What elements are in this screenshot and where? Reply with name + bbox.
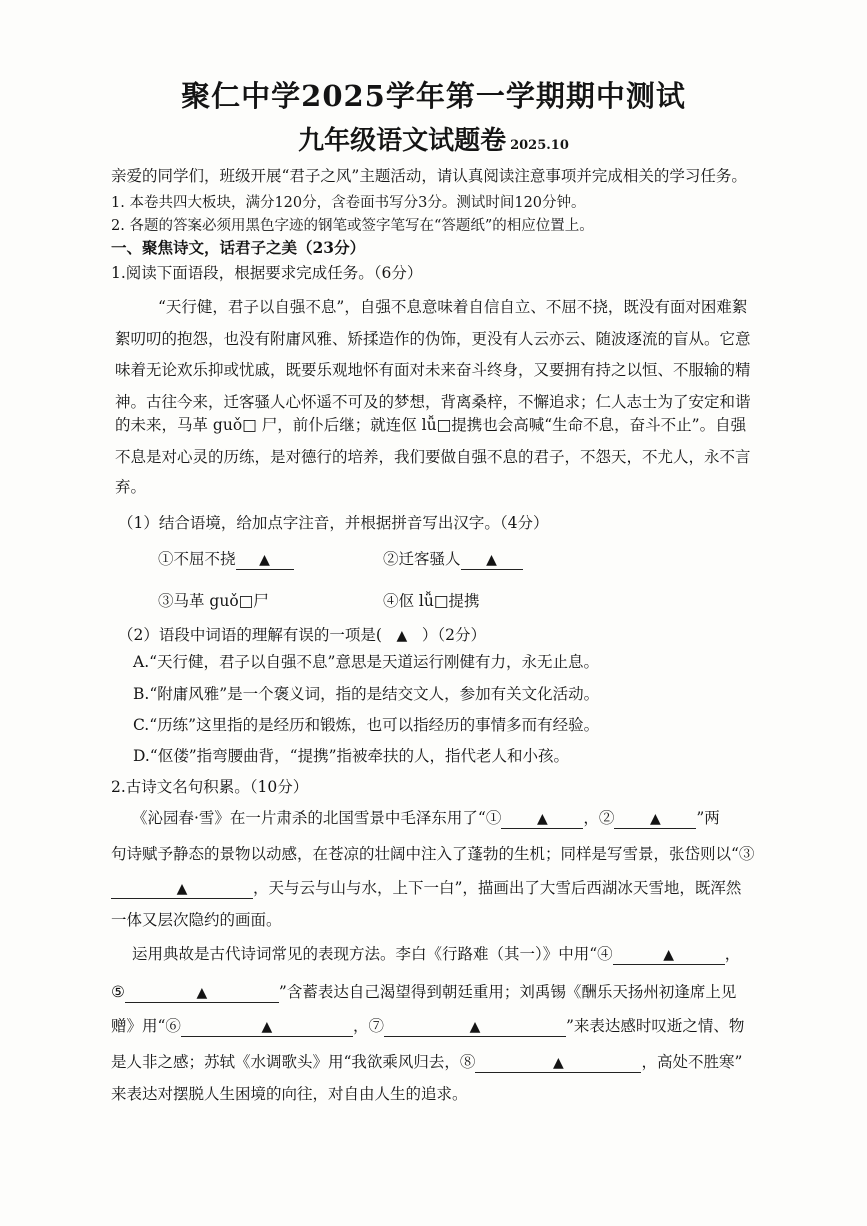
answer-triangle: ▲: [196, 985, 208, 1001]
subtitle-text: 九年级语文试题卷: [298, 126, 507, 156]
answer-triangle: ▲: [259, 552, 270, 568]
q2-text: 是人非之感；苏轼《水调歌头》用“我欲乘风归去，⑧: [111, 1053, 476, 1071]
option-d: D.“伛偻”指弯腰曲背，“提携”指被牵扶的人，指代老人和小孩。: [133, 747, 569, 765]
passage-line-5: 的未来，马革 guǒ□ 尸，前仆后继；就连伛 lǚ□提携也会高喊“生命不息，奋斗不止”。自强: [115, 416, 747, 434]
answer-slot[interactable]: [382, 626, 422, 644]
q2-text: ”两: [696, 809, 720, 827]
q2-text: ，⑦: [352, 1017, 384, 1035]
q2-text: ”含蓄表达自己渴望得到朝廷重用；刘禹锡《酬乐天扬州初逢席上见: [278, 983, 737, 1001]
exam-subtitle: [0, 120, 867, 157]
intro-greeting: 亲爱的同学们，班级开展“君子之风”主题活动，请认真阅读注意事项并完成相关的学习任务。: [111, 167, 747, 185]
answer-blank-6[interactable]: [181, 1017, 353, 1037]
section1-heading: 一、聚焦诗文，话君子之美（23分）: [111, 238, 366, 257]
q2-p1-line-4: 一体又层次隐约的画面。: [111, 911, 282, 929]
exam-date: 2025.10: [510, 138, 569, 153]
passage-line-4: 神。古往今来，迁客骚人心怀遥不可及的梦想，背离桑梓，不懈追求；仁人志士为了安定和谐: [115, 393, 751, 411]
answer-blank-1[interactable]: [501, 809, 583, 829]
exam-title: 聚仁中学2025学年第一学期期中测试: [181, 79, 686, 113]
sub2-prompt-b: ）（2分）: [421, 626, 487, 644]
q2-p1-line-2: 句诗赋予静态的景物以动感，在苍凉的壮阔中注入了蓬勃的生机；同样是写雪景，张岱则以“③: [111, 845, 755, 863]
passage-line-7: 弃。: [115, 478, 147, 496]
q1-sub1-item-4: ④伛 lǚ□提携: [383, 592, 480, 610]
answer-blank-8[interactable]: [475, 1053, 641, 1073]
item-1-text: ①不屈不挠: [158, 550, 236, 568]
q2-p1-line-1: [132, 806, 720, 829]
q2-p2-line-1: [132, 942, 740, 965]
passage-line-1: “天行健，君子以自强不息”，自强不息意味着自信自立、不屈不挠，既没有面对困难絮: [158, 298, 748, 316]
answer-blank[interactable]: [236, 550, 294, 570]
q1-prompt: 1.阅读下面语段，根据要求完成任务。（6分）: [111, 264, 423, 282]
q2-p2-line-4: [111, 1050, 742, 1073]
answer-triangle: ▲: [396, 628, 408, 644]
q2-p2-line-2: [111, 980, 736, 1003]
answer-blank-2[interactable]: [614, 809, 696, 829]
q2-p2-line-5: 来表达对摆脱人生困境的向往，对自由人生的追求。: [111, 1085, 468, 1103]
answer-triangle: ▲: [553, 1055, 564, 1071]
q2-text: ，高处不胜寒”: [641, 1053, 743, 1071]
answer-blank-5[interactable]: [125, 983, 279, 1003]
option-c: C.“历练”这里指的是经历和锻炼，也可以指经历的事情多而有经验。: [133, 716, 600, 734]
item-2-text: ②迁客骚人: [383, 550, 461, 568]
passage-line-3: 味着无论欢乐抑或忧戚，既要乐观地怀有面对未来奋斗终身，又要拥有持之以恒、不服输的精: [115, 361, 751, 379]
q2-text: 赠》用“⑥: [111, 1017, 181, 1035]
option-b: B.“附庸风雅”是一个褒义词，指的是结交文人，参加有关文化活动。: [133, 685, 600, 703]
answer-triangle: ▲: [261, 1019, 273, 1035]
q2-text: ，天与云与山与水，上下一白”，描画出了大雪后西湖冰天雪地，既浑然: [253, 879, 742, 897]
q2-text: ⑤: [111, 983, 125, 1001]
q2-text: ，②: [583, 809, 615, 827]
q2-text: 运用典故是古代诗词常见的表现方法。李白《行路难（其一）》中用“④: [132, 945, 613, 963]
intro-note-1: 1. 本卷共四大板块，满分120分，含卷面书写分3分。测试时间120分钟。: [111, 195, 586, 211]
q2-prompt: 2.古诗文名句积累。（10分）: [111, 778, 309, 796]
q2-p1-line-3: [111, 876, 741, 899]
intro-note-2: 2. 各题的答案必须用黑色字迹的钢笔或签字笔写在“答题纸”的相应位置上。: [111, 218, 594, 234]
answer-blank-4[interactable]: [613, 945, 725, 965]
answer-triangle: ▲: [536, 811, 548, 827]
q1-sub1-item-2: [383, 547, 523, 570]
answer-triangle: ▲: [469, 1019, 481, 1035]
passage-line-6: 不息是对心灵的历练，是对德行的培养，我们要做自强不息的君子，不怨天，不尤人，永不言: [115, 448, 751, 466]
q2-text: ”来表达感时叹逝之情、物: [565, 1017, 745, 1035]
passage-line-2: 絮叨叨的抱怨，也没有附庸风雅、矫揉造作的伪饰，更没有人云亦云、随波逐流的盲从。它意: [115, 330, 751, 348]
q1-sub1-item-1: [158, 547, 294, 570]
q2-text: ，: [724, 945, 741, 963]
q2-text: 《沁园春·雪》在一片肃杀的北国雪景中毛泽东用了“①: [132, 809, 502, 827]
answer-triangle: ▲: [176, 881, 188, 897]
answer-triangle: ▲: [663, 947, 675, 963]
answer-triangle: ▲: [649, 811, 661, 827]
answer-blank-7[interactable]: [384, 1017, 566, 1037]
answer-blank[interactable]: [461, 550, 523, 570]
q1-sub1-prompt: （1）结合语境，给加点字注音，并根据拼音写出汉字。（4分）: [118, 514, 549, 532]
q1-sub1-item-3: ③马革 guǒ□尸: [158, 592, 269, 610]
q1-sub2-prompt: [118, 623, 486, 645]
answer-blank-3[interactable]: [111, 879, 253, 899]
sub2-prompt-a: （2）语段中词语的理解有误的一项是(: [118, 626, 382, 644]
option-a: A.“天行健，君子以自强不息”意思是天道运行刚健有力，永无止息。: [133, 653, 599, 671]
q2-p2-line-3: [111, 1014, 744, 1037]
answer-triangle: ▲: [486, 552, 497, 568]
